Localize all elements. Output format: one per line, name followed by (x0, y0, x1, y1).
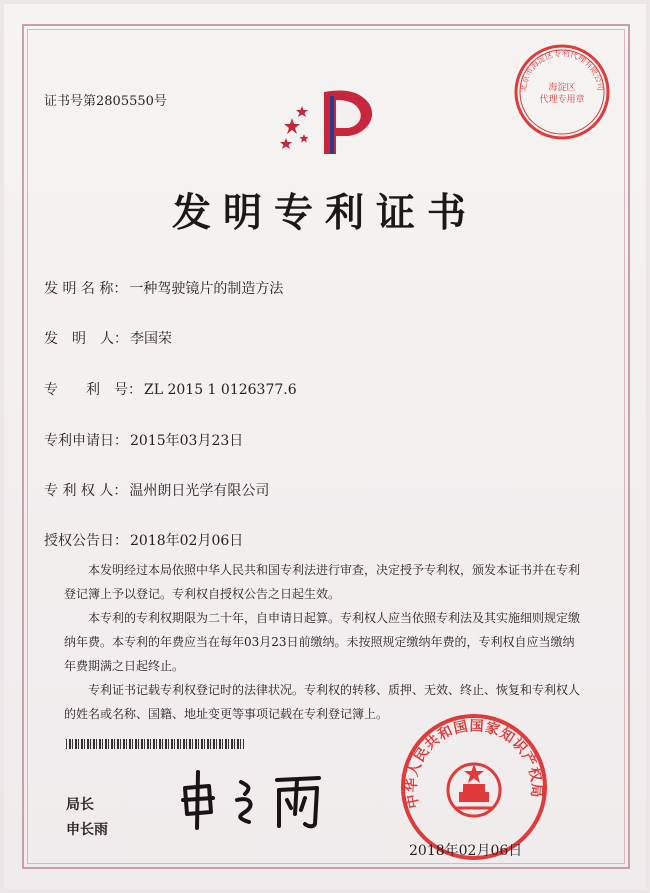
director-signature (179, 766, 339, 836)
agency-seal-line-1: 海淀区 (548, 83, 576, 93)
field-patentee (44, 480, 269, 500)
field-value: 温州朗日光学有限公司 (129, 483, 270, 499)
field-label: 授权公告日： (44, 533, 128, 549)
field-label: 发 明 名 称： (44, 281, 128, 297)
field-value: 2015年03月23日 (130, 433, 244, 449)
director-title: 局长 (66, 797, 94, 813)
seal-date: 2018年02月06日 (409, 843, 523, 859)
field-value: 李国荣 (130, 331, 172, 347)
field-inventor (44, 328, 172, 348)
field-value: ZL 2015 1 0126377.6 (144, 382, 297, 398)
certificate-number: 证书号第2805550号 (44, 94, 167, 109)
barcode (66, 739, 244, 749)
field-label: 专 利 权 人： (44, 483, 128, 499)
field-invention-name (44, 278, 283, 298)
body-paragraph: 本发明经过本局依照中华人民共和国专利法进行审查，决定授予专利权，颁发本证书并在专利登记簿上予以登记。专利权自授权公告之日起生效。 (64, 563, 581, 601)
field-label: 专利申请日： (44, 433, 128, 449)
national-emblem-icon (448, 764, 500, 816)
certificate-title: 发明专利证书 (171, 190, 478, 236)
certificate-body (64, 558, 584, 726)
field-application-date (44, 430, 243, 450)
agency-seal-ring-text: 北京市海淀区专利代理有限公司 (518, 48, 606, 93)
field-value: 一种驾驶镜片的制造方法 (129, 281, 284, 297)
field-label: 专 利 号： (44, 382, 142, 398)
body-paragraph: 专利证书记载专利权登记时的法律状况。专利权的转移、质押、无效、终止、恢复和专利权人的姓名或名称、国籍、地址变更等事项记载在专利登记簿上。 (64, 683, 581, 721)
body-paragraph: 本专利的专利权期限为二十年，自申请日起算。专利权人应当依照专利法及其实施细则规定缴纳年费。本专利的年费应当在每年03月23日前缴纳。未按照规定缴纳年费的，专利权自应当缴纳年费期满之日起终止。 (64, 611, 581, 673)
agency-seal (512, 42, 612, 142)
field-patent-number (44, 379, 297, 399)
field-label: 发 明 人： (44, 331, 128, 347)
field-value: 2018年02月06日 (130, 533, 244, 549)
field-grant-date (44, 530, 243, 550)
certificate-page (4, 4, 646, 889)
agency-seal-line-2: 代理专用章 (539, 95, 585, 105)
official-seal-ring-text: 中华人民共和国国家知识产权局 (403, 718, 545, 810)
patent-office-logo (272, 82, 392, 162)
director-name: 申长雨 (66, 822, 108, 838)
